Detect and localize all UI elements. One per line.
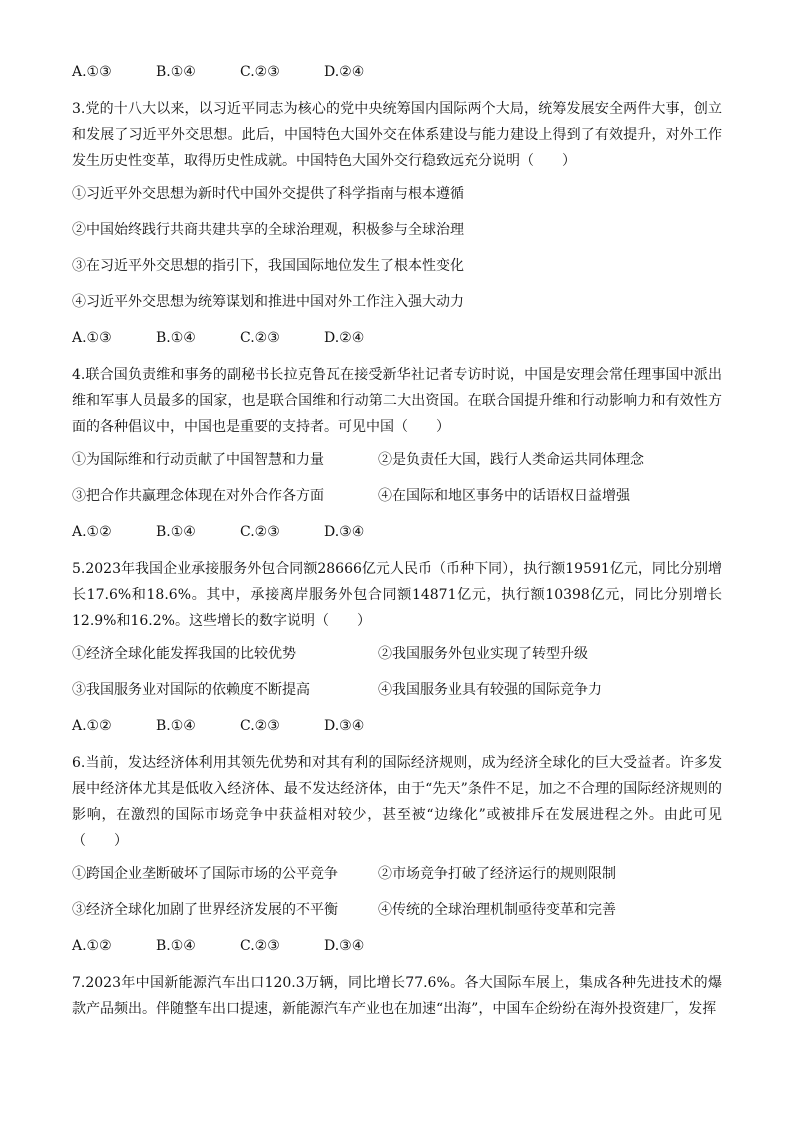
q4-statements-row-2 — [72, 484, 722, 508]
q5-statements-row-1 — [72, 642, 722, 666]
q6-option-d: D.③④ — [324, 938, 365, 954]
q5-statement-3: ③我国服务业对国际的依赖度不断提高 — [72, 682, 310, 698]
q2-options — [72, 60, 722, 84]
q5-statements-row-2 — [72, 678, 722, 702]
q4-options — [72, 520, 722, 544]
q6-statements-row-1 — [72, 862, 722, 886]
q5-option-a: A.①② — [72, 718, 112, 734]
q4-statement-1: ①为国际维和行动贡献了中国智慧和力量 — [72, 452, 324, 468]
q4-stem: 4.联合国负责维和事务的副秘书长拉克鲁瓦在接受新华社记者专访时说，中国是安理会常任理事国中派出维和军事人员最多的国家，也是联合国维和行动第二大出资国。在联合国提升维和行动影响力和有效性方面的各种倡议中，中国也是重要的支持者。可见中国（ ） — [72, 367, 722, 435]
q5-option-d: D.③④ — [324, 718, 365, 734]
exam-page — [72, 60, 722, 1030]
q3-option-b: B.①④ — [156, 330, 196, 346]
q6-statement-4: ④传统的全球治理机制亟待变革和完善 — [378, 902, 616, 918]
q5-stem: 5.2023年我国企业承接服务外包合同额28666亿元人民币（币种下同），执行额19591亿元，同比分别增长17.6%和18.6%。其中，承接离岸服务外包合同额14871亿元，执行额10398亿元，同比分别增长12.9%和16.2%。这些增长的数字说明（ ） — [72, 561, 722, 629]
q3-statement-3: ③在习近平外交思想的指引下，我国国际地位发生了根本性变化 — [72, 258, 464, 274]
q3-statement-1: ①习近平外交思想为新时代中国外交提供了科学指南与根本遵循 — [72, 186, 464, 202]
q3-statement-2: ②中国始终践行共商共建共享的全球治理观，积极参与全球治理 — [72, 222, 464, 238]
q5-options — [72, 714, 722, 738]
q4-option-b: B.①④ — [156, 524, 196, 540]
q6-option-a: A.①② — [72, 938, 112, 954]
q5-statement-2: ②我国服务外包业实现了转型升级 — [378, 646, 588, 662]
q2-option-a: A.①③ — [72, 64, 112, 80]
q6-statement-3: ③经济全球化加剧了世界经济发展的不平衡 — [72, 902, 338, 918]
q3-option-c: C.②③ — [240, 330, 280, 346]
q5-option-c: C.②③ — [240, 718, 280, 734]
q3-options — [72, 326, 722, 350]
q6-option-c: C.②③ — [240, 938, 280, 954]
q2-option-d: D.②④ — [324, 64, 365, 80]
q7-stem: 7.2023年中国新能源汽车出口120.3万辆，同比增长77.6%。各大国际车展上，集成各种先进技术的爆款产品频出。伴随整车出口提速，新能源汽车产业也在加速“出海”，中国车企纷纷在海外投资建厂，发挥 — [72, 975, 722, 1017]
q4-statement-2: ②是负责任大国，践行人类命运共同体理念 — [378, 452, 644, 468]
q5-statement-1: ①经济全球化能发挥我国的比较优势 — [72, 646, 296, 662]
q5-statement-4: ④我国服务业具有较强的国际竞争力 — [378, 682, 602, 698]
q4-option-c: C.②③ — [240, 524, 280, 540]
q6-option-b: B.①④ — [156, 938, 196, 954]
q6-statement-2: ②市场竞争打破了经济运行的规则限制 — [378, 866, 616, 882]
q4-statements-row-1 — [72, 448, 722, 472]
q2-option-c: C.②③ — [240, 64, 280, 80]
q6-statements-row-2 — [72, 898, 722, 922]
q3-option-a: A.①③ — [72, 330, 112, 346]
q4-statement-3: ③把合作共赢理念体现在对外合作各方面 — [72, 488, 324, 504]
q5-option-b: B.①④ — [156, 718, 196, 734]
q3-stem: 3.党的十八大以来，以习近平同志为核心的党中央统筹国内国际两个大局，统筹发展安全两件大事，创立和发展了习近平外交思想。此后，中国特色大国外交在体系建设与能力建设上得到了有效提升，对外工作发生历史性变革，取得历史性成就。中国特色大国外交行稳致远充分说明（ ） — [72, 101, 722, 169]
q6-stem: 6.当前，发达经济体利用其领先优势和对其有利的国际经济规则，成为经济全球化的巨大受益者。许多发展中经济体尤其是低收入经济体、最不发达经济体，由于“先天”条件不足，加之不合理的国际经济规则的影响，在激烈的国际市场竞争中获益相对较少，甚至被“边缘化”或被排斥在发展进程之外。由此可见（ ） — [72, 755, 722, 849]
q6-statement-1: ①跨国企业垄断破坏了国际市场的公平竞争 — [72, 866, 338, 882]
q4-statement-4: ④在国际和地区事务中的话语权日益增强 — [378, 488, 630, 504]
q2-option-b: B.①④ — [156, 64, 196, 80]
q3-option-d: D.②④ — [324, 330, 365, 346]
q3-statement-4: ④习近平外交思想为统筹谋划和推进中国对外工作注入强大动力 — [72, 294, 464, 310]
q6-options — [72, 934, 722, 958]
q4-option-a: A.①② — [72, 524, 112, 540]
q4-option-d: D.③④ — [324, 524, 365, 540]
